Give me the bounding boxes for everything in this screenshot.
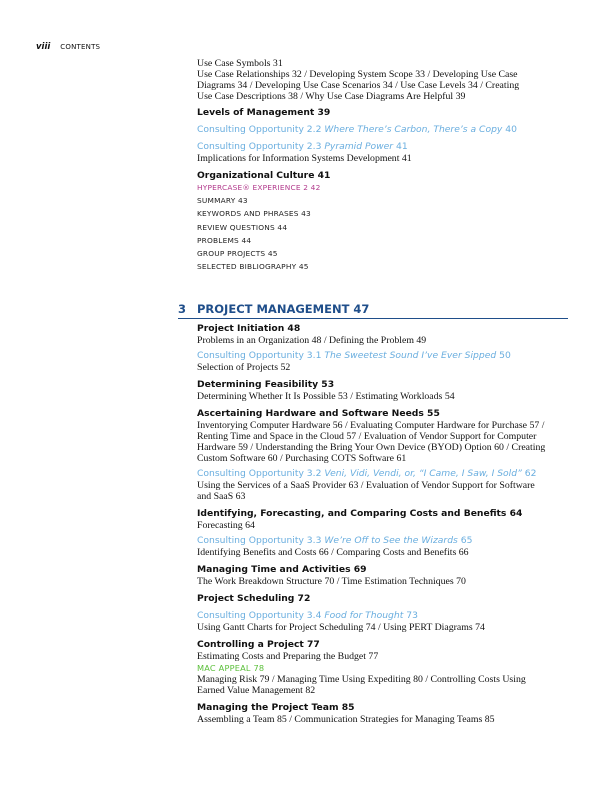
toc-heading-determining-feasibility[interactable]: Determining Feasibility 53: [197, 379, 335, 390]
chapter-title-text: PROJECT MANAGEMENT 47: [197, 302, 370, 316]
mac-appeal[interactable]: MAC APPEAL 78: [197, 663, 265, 673]
toc-line: Diagrams 34 / Developing Use Case Scenarios 34 / Use Case Levels 34 / Creating: [197, 80, 520, 91]
toc-line: The Work Breakdown Structure 70 / Time Estimation Techniques 70: [197, 576, 466, 587]
toc-line: Problems in an Organization 48 / Defining the Problem 49: [197, 335, 427, 346]
toc-end-item[interactable]: SELECTED BIBLIOGRAPHY 45: [197, 262, 309, 272]
toc-line: Inventorying Computer Hardware 56 / Evaluating Computer Hardware for Purchase 57 /: [197, 420, 545, 431]
toc-line: Use Case Descriptions 38 / Why Use Case Diagrams Are Helpful 39: [197, 91, 466, 102]
toc-heading-levels-of-management[interactable]: Levels of Management 39: [197, 107, 331, 118]
toc-heading-organizational-culture[interactable]: Organizational Culture 41: [197, 170, 331, 181]
toc-line: Using Gantt Charts for Project Scheduling 74 / Using PERT Diagrams 74: [197, 622, 485, 633]
chapter-rule: [178, 318, 568, 319]
consulting-opportunity-3-1[interactable]: Consulting Opportunity 3.1 The Sweetest Sound I’ve Ever Sipped 50: [197, 350, 511, 361]
page-header: [36, 36, 236, 50]
toc-line: and SaaS 63: [197, 491, 246, 502]
consulting-opportunity-2-2[interactable]: Consulting Opportunity 2.2 Where There’s Carbon, There’s a Copy 40: [197, 124, 517, 135]
consulting-opportunity-2-3[interactable]: Consulting Opportunity 2.3 Pyramid Power 41: [197, 141, 408, 152]
toc-line: Selection of Projects 52: [197, 362, 291, 373]
consulting-opportunity-3-3[interactable]: Consulting Opportunity 3.3 We’re Off to See the Wizards 65: [197, 535, 473, 546]
consulting-opportunity-3-4[interactable]: Consulting Opportunity 3.4 Food for Thought 73: [197, 610, 418, 621]
page-number: viii: [36, 42, 51, 52]
toc-heading-costs-and-benefits[interactable]: Identifying, Forecasting, and Comparing Costs and Benefits 64: [197, 508, 523, 519]
running-head: CONTENTS: [60, 43, 101, 51]
toc-line: Use Case Symbols 31: [197, 58, 283, 69]
toc-line: Estimating Costs and Preparing the Budget 77: [197, 651, 379, 662]
toc-heading-managing-project-team[interactable]: Managing the Project Team 85: [197, 702, 355, 713]
toc-heading-hardware-software-needs[interactable]: Ascertaining Hardware and Software Needs 55: [197, 408, 440, 419]
toc-line: Using the Services of a SaaS Provider 63 / Evaluation of Vendor Support for Software: [197, 480, 535, 491]
toc-line: Use Case Relationships 32 / Developing System Scope 33 / Developing Use Case: [197, 69, 518, 80]
chapter-3-heading: [178, 302, 568, 319]
toc-line: Custom Software 60 / Purchasing COTS Software 61: [197, 453, 407, 464]
toc-end-item[interactable]: REVIEW QUESTIONS 44: [197, 222, 288, 232]
toc-line: Assembling a Team 85 / Communication Strategies for Managing Teams 85: [197, 714, 495, 725]
toc-line: Managing Risk 79 / Managing Time Using Expediting 80 / Controlling Costs Using: [197, 674, 526, 685]
toc-line: Renting Time and Space in the Cloud 57 / Evaluation of Vendor Support for Computer: [197, 431, 537, 442]
toc-section-chapter-3: [197, 323, 567, 725]
toc-heading-managing-time[interactable]: Managing Time and Activities 69: [197, 564, 367, 575]
toc-heading-project-scheduling[interactable]: Project Scheduling 72: [197, 593, 311, 604]
toc-heading-project-initiation[interactable]: Project Initiation 48: [197, 323, 301, 334]
hypercase-experience-2[interactable]: HYPERCASE® EXPERIENCE 2 42: [197, 183, 321, 192]
toc-line: Identifying Benefits and Costs 66 / Comparing Costs and Benefits 66: [197, 547, 469, 558]
chapter-title[interactable]: [178, 302, 568, 316]
toc-line: Determining Whether It Is Possible 53 / Estimating Workloads 54: [197, 391, 455, 402]
toc-line: Earned Value Management 82: [197, 685, 316, 696]
toc-line: Forecasting 64: [197, 520, 255, 531]
toc-section-chapter-2-end: [197, 58, 567, 274]
toc-end-item[interactable]: GROUP PROJECTS 45: [197, 249, 278, 259]
toc-line: Implications for Information Systems Development 41: [197, 153, 412, 164]
chapter-number: 3: [178, 302, 187, 316]
toc-end-item[interactable]: KEYWORDS AND PHRASES 43: [197, 209, 311, 219]
toc-line: Hardware 59 / Understanding the Bring Your Own Device (BYOD) Option 60 / Creating: [197, 442, 546, 453]
toc-end-item[interactable]: SUMMARY 43: [197, 196, 248, 205]
consulting-opportunity-3-2[interactable]: Consulting Opportunity 3.2 Veni, Vidi, Vendi, or, “I Came, I Saw, I Sold” 62: [197, 468, 537, 479]
toc-end-item[interactable]: PROBLEMS 44: [197, 235, 252, 245]
toc-heading-controlling-a-project[interactable]: Controlling a Project 77: [197, 639, 320, 650]
